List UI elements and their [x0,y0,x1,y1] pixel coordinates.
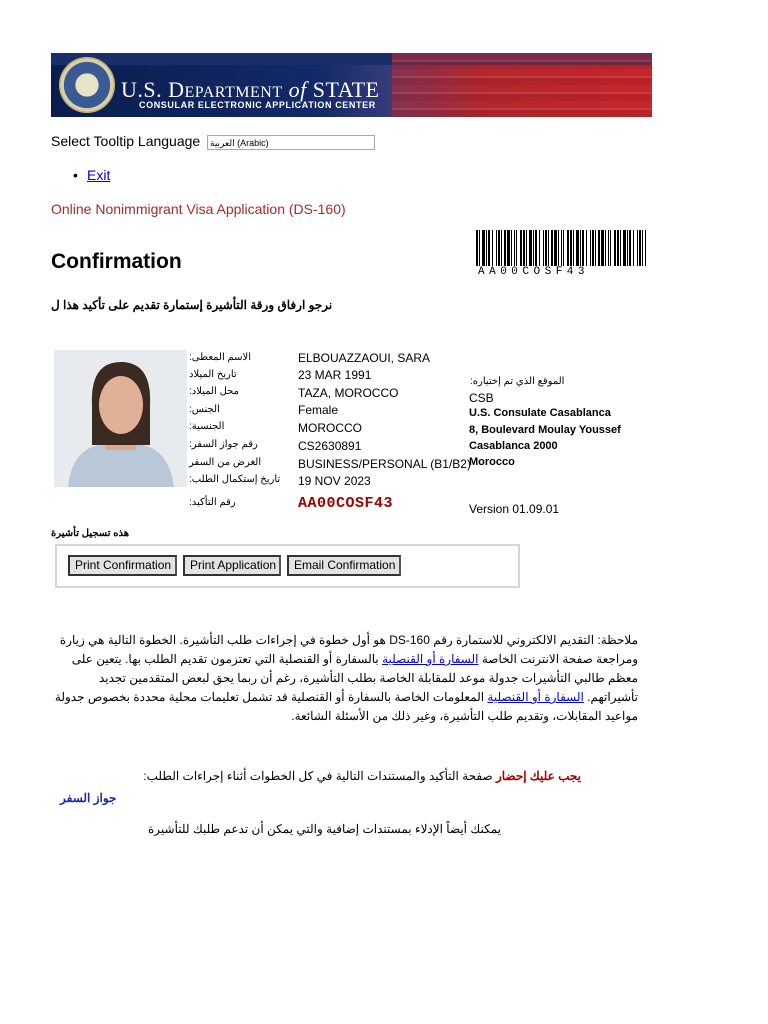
barcode-bar [523,230,525,266]
dob-label: تاريخ الميلاد [189,369,237,380]
barcode-bar [623,230,626,266]
applicant-purpose: BUSINESS/PERSONAL (B1/B2) [298,457,471,471]
barcode-bar [551,230,553,266]
consulate-name: U.S. Consulate Casablanca [469,407,611,419]
note-paragraph [51,631,638,726]
embassy-link-1[interactable]: السفارة أو القنصلية [382,652,479,666]
applicant-photo [54,350,187,487]
applicant-completion-date: 19 NOV 2023 [298,474,371,488]
barcode-bar [476,230,478,266]
name-label: الاسم المعطى: [189,352,252,363]
barcode-bar [614,230,616,266]
barcode-bar [576,230,579,266]
barcode-bar [526,230,527,266]
email-confirmation-button[interactable]: Email Confirmation [287,555,401,576]
ceac-subtitle: CONSULAR ELECTRONIC APPLICATION CENTER [139,100,376,110]
barcode-bar [496,230,497,266]
location-code: CSB [469,391,494,405]
barcode-bar [529,230,532,266]
barcode-bar [637,230,638,266]
barcode-bar [482,230,485,266]
barcode-bar [535,230,537,266]
flag-stripes [392,53,652,117]
confirmation-number: AA00COSF43 [298,495,394,512]
confirmation-number-label: رقم التأكيد: [189,497,236,508]
print-application-button[interactable]: Print Application [183,555,281,576]
applicant-nationality: MOROCCO [298,421,362,435]
barcode-bar [539,230,540,266]
barcode-bar [598,230,600,266]
extra-documents-line: يمكنك أيضاً الإدلاء بمستندات إضافية والتي يمكن أن تدعم طلبك للتأشيرة [148,822,501,836]
state-department-seal-icon [59,57,115,113]
department-title: U.S. DEPARTMENT of STATE [121,77,380,102]
barcode-image [476,230,646,266]
applicant-pob: TAZA, MOROCCO [298,386,399,400]
barcode-bar [639,230,641,266]
location-label: الموقع الذي تم إختياره: [470,376,565,387]
exit-link[interactable]: Exit [87,167,111,183]
applicant-gender: Female [298,403,339,417]
instruction-heading-arabic: نرجو ارفاق ورقة التأشيرة إستمارة تقديم على تأكيد هذا ل [51,298,333,312]
barcode-bar [570,230,572,266]
barcode-bar [533,230,534,266]
barcode-bar [511,230,512,266]
passport-item: جواز السفر [60,791,117,805]
barcode-bar [520,230,522,266]
version-text: Version 01.09.01 [469,502,560,516]
pob-label: محل الميلاد: [189,386,239,397]
barcode-bar [601,230,604,266]
barcode-bar [608,230,609,266]
note-text-2: بالسفارة أو القنصلية التي تعتزمون تقديم الطلب بها. يتعين على معظم طالبي التأشيرات جدولة موعد للمقابلة الخاصة بطلب التأشيرة، رغم أن ربما يحق لبعض المتقدمين تجديد تأشيراتهم. [71,652,638,704]
page-title: Confirmation [51,250,182,273]
completion-label: تاريخ إستكمال الطلب: [189,474,281,485]
passport-label: رقم جواز السفر: [189,439,258,450]
barcode-bar [507,230,510,266]
barcode-bar [504,230,506,266]
nationality-label: الجنسية: [189,421,225,432]
applicant-name: ELBOUAZZAOUI, SARA [298,351,431,365]
barcode-bar [629,230,631,266]
barcode-bar [543,230,544,266]
barcode-bar [548,230,549,266]
required-documents-line [51,767,581,786]
barcode-bar [563,230,564,266]
barcode-bar [642,230,643,266]
tooltip-language-select[interactable]: العربية (Arabic) [207,135,375,150]
barcode-bar [498,230,500,266]
barcode-bar [605,230,606,266]
barcode-bar [501,230,502,266]
barcode-bar [554,230,557,266]
applicant-dob: 23 MAR 1991 [298,368,372,382]
bullet: • [73,167,78,183]
barcode-bar [514,230,515,266]
barcode-bar [567,230,569,266]
barcode-bar [561,230,562,266]
consulate-address-1: 8, Boulevard Moulay Youssef [469,424,621,436]
barcode-bar [545,230,547,266]
barcode-bar [479,230,480,266]
tooltip-language-label: Select Tooltip Language [51,133,201,149]
barcode-bar [573,230,574,266]
barcode-bar [617,230,619,266]
barcode-bar [620,230,621,266]
purpose-label: الغرض من السفر [189,457,262,468]
barcode-bar [586,230,587,266]
barcode-bar [492,230,493,266]
note-text-3: المعلومات الخاصة بالسفارة أو القنصلية قد تشمل تعليمات محلية محددة بخصوص جدولة مواعيد المقابلات، وتقديم طلب التأشيرة، وغير ذلك من الأسئلة الشائعة. [54,690,638,723]
barcode-bar [595,230,596,266]
application-title: Online Nonimmigrant Visa Application (DS-160) [51,201,346,217]
barcode-bar [582,230,584,266]
photo-face [99,376,143,434]
print-section-label: هذه تسجيل تأشيرة [51,528,130,539]
header-banner [51,53,652,117]
consulate-country: Morocco [469,456,515,468]
note-text-1: ملاحظة: التقديم الالكتروني للاستمارة رقم DS-160 هو أول خطوة في إجراءات طلب التأشيرة. الخطوة التالية هي زيارة ومراجعة صفحة الانترنت الخاصة [59,633,638,666]
barcode-text: AA00COSF43 [478,266,590,278]
barcode-bar [516,230,517,266]
barcode-bar [633,230,634,266]
barcode-bar [580,230,581,266]
print-confirmation-button[interactable]: Print Confirmation [68,555,177,576]
gender-label: الجنس: [189,404,220,415]
barcode-bar [488,230,490,266]
barcode-bar [558,230,559,266]
barcode-bar [592,230,594,266]
barcode-bar [590,230,591,266]
consulate-address-2: Casablanca 2000 [469,440,558,452]
must-rest-text: صفحة التأكيد والمستندات التالية في كل الخطوات أثناء إجراءات الطلب: [143,769,496,783]
barcode-bar [645,230,646,266]
must-bring-text: يجب عليك إحضار [495,769,581,783]
applicant-passport: CS2630891 [298,439,362,453]
barcode-bar [627,230,628,266]
embassy-link-2[interactable]: السفارة أو القنصلية [487,690,584,704]
barcode-bar [486,230,487,266]
barcode-bar [610,230,611,266]
